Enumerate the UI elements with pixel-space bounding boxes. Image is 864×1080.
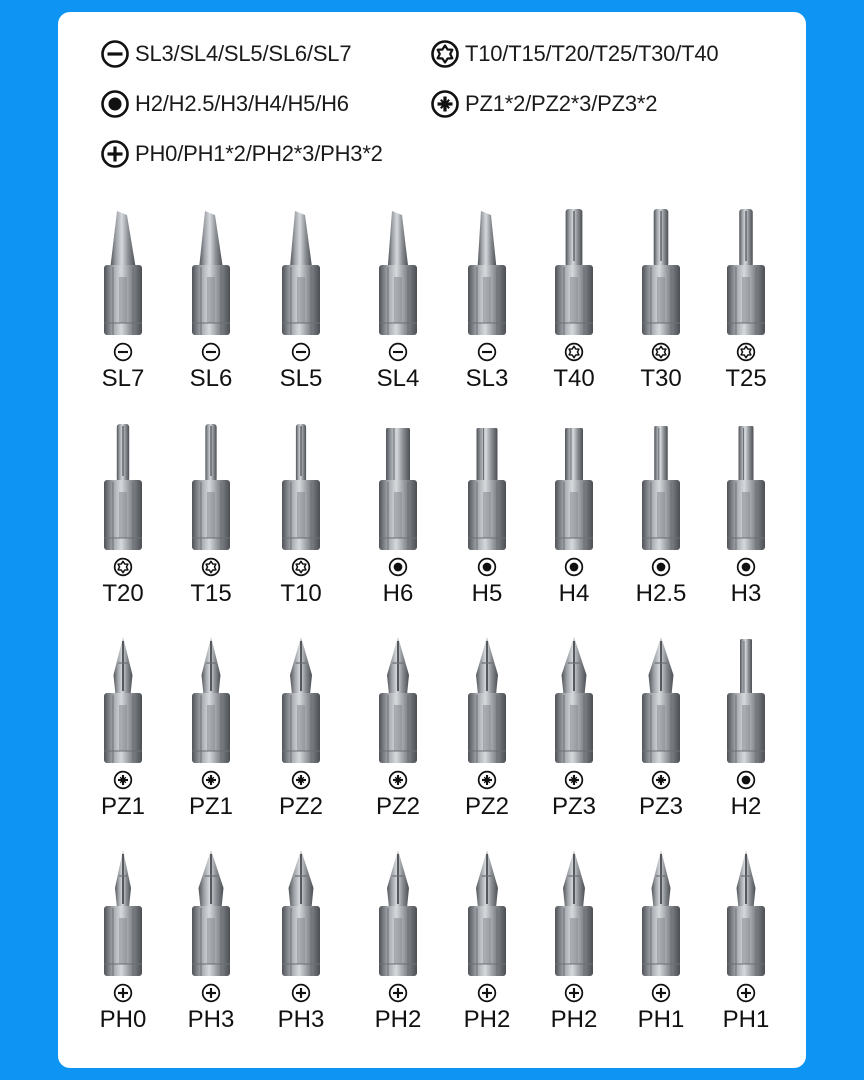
bit-item <box>78 205 168 415</box>
bit-image <box>353 633 443 773</box>
pozidriv-icon <box>651 770 671 790</box>
legend-item <box>100 86 349 122</box>
slotted-icon <box>388 342 408 362</box>
torx-icon <box>564 342 584 362</box>
slotted-icon <box>291 342 311 362</box>
phillips-icon <box>291 983 311 1003</box>
bit-image <box>701 420 791 560</box>
bit-item <box>166 420 256 630</box>
legend-item <box>430 36 718 72</box>
bit-image <box>166 633 256 773</box>
bit-image <box>701 633 791 773</box>
bit-label: SL3 <box>465 365 509 392</box>
bit-item <box>529 420 619 630</box>
bit-image <box>529 205 619 345</box>
bit-label: T30 <box>640 365 682 392</box>
bit-item <box>353 205 443 415</box>
torx-icon <box>201 557 221 577</box>
phillips-icon <box>736 983 756 1003</box>
torx-icon <box>736 342 756 362</box>
bit-image <box>616 205 706 345</box>
pozidriv-icon <box>564 770 584 790</box>
legend-text: PZ1*2/PZ2*3/PZ3*2 <box>465 91 658 116</box>
slotted-icon <box>100 39 130 69</box>
bit-item <box>701 420 791 630</box>
pozidriv-icon <box>113 770 133 790</box>
bit-label: SL5 <box>279 365 323 392</box>
bit-label: SL6 <box>189 365 233 392</box>
bit-label: T40 <box>553 365 595 392</box>
bit-image <box>78 846 168 986</box>
bit-item <box>616 205 706 415</box>
bit-image <box>256 633 346 773</box>
slotted-icon <box>477 342 497 362</box>
hex-icon <box>388 557 408 577</box>
bit-item <box>442 633 532 843</box>
pozidriv-icon <box>201 770 221 790</box>
bit-item <box>701 846 791 1056</box>
bit-label: T10 <box>280 580 322 607</box>
bit-image <box>166 205 256 345</box>
bit-item <box>353 846 443 1056</box>
hex-icon <box>736 770 756 790</box>
slotted-icon <box>201 342 221 362</box>
pozidriv-icon <box>477 770 497 790</box>
torx-icon <box>651 342 671 362</box>
phillips-icon <box>564 983 584 1003</box>
bit-item <box>166 846 256 1056</box>
legend-item <box>100 36 351 72</box>
bit-image <box>616 846 706 986</box>
bit-item <box>256 420 346 630</box>
bit-image <box>256 205 346 345</box>
bit-label: PZ3 <box>551 793 596 820</box>
bit-item <box>353 633 443 843</box>
phillips-icon <box>201 983 221 1003</box>
torx-icon <box>291 557 311 577</box>
torx-icon <box>113 557 133 577</box>
pozidriv-icon <box>388 770 408 790</box>
bit-item <box>529 633 619 843</box>
hex-icon <box>736 557 756 577</box>
bit-item <box>529 205 619 415</box>
bit-label: PH2 <box>374 1006 422 1033</box>
bit-label: H2.5 <box>635 580 687 607</box>
bit-label: PH3 <box>187 1006 235 1033</box>
bit-image <box>78 420 168 560</box>
bit-item <box>442 846 532 1056</box>
bit-label: H5 <box>471 580 503 607</box>
bit-item <box>256 205 346 415</box>
bit-item <box>442 420 532 630</box>
bit-image <box>353 420 443 560</box>
bit-image <box>616 633 706 773</box>
bit-label: PZ2 <box>375 793 420 820</box>
torx-icon <box>430 39 460 69</box>
bit-label: PH0 <box>99 1006 147 1033</box>
legend <box>100 28 800 188</box>
bit-image <box>166 846 256 986</box>
hex-icon <box>564 557 584 577</box>
bit-image <box>353 205 443 345</box>
bit-image <box>529 420 619 560</box>
bit-label: PH1 <box>637 1006 685 1033</box>
bit-image <box>529 846 619 986</box>
bit-item <box>166 633 256 843</box>
bit-label: PH2 <box>463 1006 511 1033</box>
bit-label: PZ1 <box>100 793 145 820</box>
legend-item <box>430 86 657 122</box>
bit-image <box>701 205 791 345</box>
bit-label: PZ3 <box>638 793 683 820</box>
bit-image <box>78 205 168 345</box>
bit-image <box>442 205 532 345</box>
phillips-icon <box>651 983 671 1003</box>
bit-item <box>353 420 443 630</box>
bit-label: H4 <box>558 580 590 607</box>
legend-text: T10/T15/T20/T25/T30/T40 <box>465 41 719 66</box>
slotted-icon <box>113 342 133 362</box>
bit-label: PH2 <box>550 1006 598 1033</box>
bit-item <box>256 633 346 843</box>
bit-label: PZ2 <box>278 793 323 820</box>
pozidriv-icon <box>291 770 311 790</box>
bit-item <box>616 420 706 630</box>
bit-image <box>529 633 619 773</box>
bit-label: T25 <box>725 365 767 392</box>
pozidriv-icon <box>430 89 460 119</box>
bit-image <box>78 633 168 773</box>
bit-image <box>616 420 706 560</box>
bit-item <box>78 846 168 1056</box>
bit-label: SL4 <box>376 365 420 392</box>
bit-item <box>256 846 346 1056</box>
bit-image <box>442 846 532 986</box>
legend-text: SL3/SL4/SL5/SL6/SL7 <box>135 41 352 66</box>
bit-item <box>701 205 791 415</box>
bit-item <box>166 205 256 415</box>
bit-label: T15 <box>190 580 232 607</box>
bit-image <box>166 420 256 560</box>
bit-item <box>78 633 168 843</box>
bit-label: T20 <box>102 580 144 607</box>
bit-label: SL7 <box>101 365 145 392</box>
bit-item <box>616 633 706 843</box>
bit-item <box>701 633 791 843</box>
bit-label: H3 <box>730 580 762 607</box>
bit-label: PZ2 <box>464 793 509 820</box>
hex-icon <box>477 557 497 577</box>
phillips-icon <box>100 139 130 169</box>
bit-image <box>256 846 346 986</box>
bit-label: H6 <box>382 580 414 607</box>
bit-item <box>616 846 706 1056</box>
bit-label: PH3 <box>277 1006 325 1033</box>
bit-label: H2 <box>730 793 762 820</box>
legend-item <box>100 136 383 172</box>
bit-item <box>442 205 532 415</box>
bit-image <box>256 420 346 560</box>
bit-item <box>78 420 168 630</box>
phillips-icon <box>477 983 497 1003</box>
bit-item <box>529 846 619 1056</box>
bit-image <box>442 420 532 560</box>
bit-label: PH1 <box>722 1006 770 1033</box>
bit-image <box>701 846 791 986</box>
phillips-icon <box>113 983 133 1003</box>
phillips-icon <box>388 983 408 1003</box>
bit-image <box>353 846 443 986</box>
legend-text: PH0/PH1*2/PH2*3/PH3*2 <box>135 141 383 166</box>
bit-label: PZ1 <box>188 793 233 820</box>
bit-image <box>442 633 532 773</box>
hex-icon <box>100 89 130 119</box>
hex-icon <box>651 557 671 577</box>
legend-text: H2/H2.5/H3/H4/H5/H6 <box>135 91 349 116</box>
